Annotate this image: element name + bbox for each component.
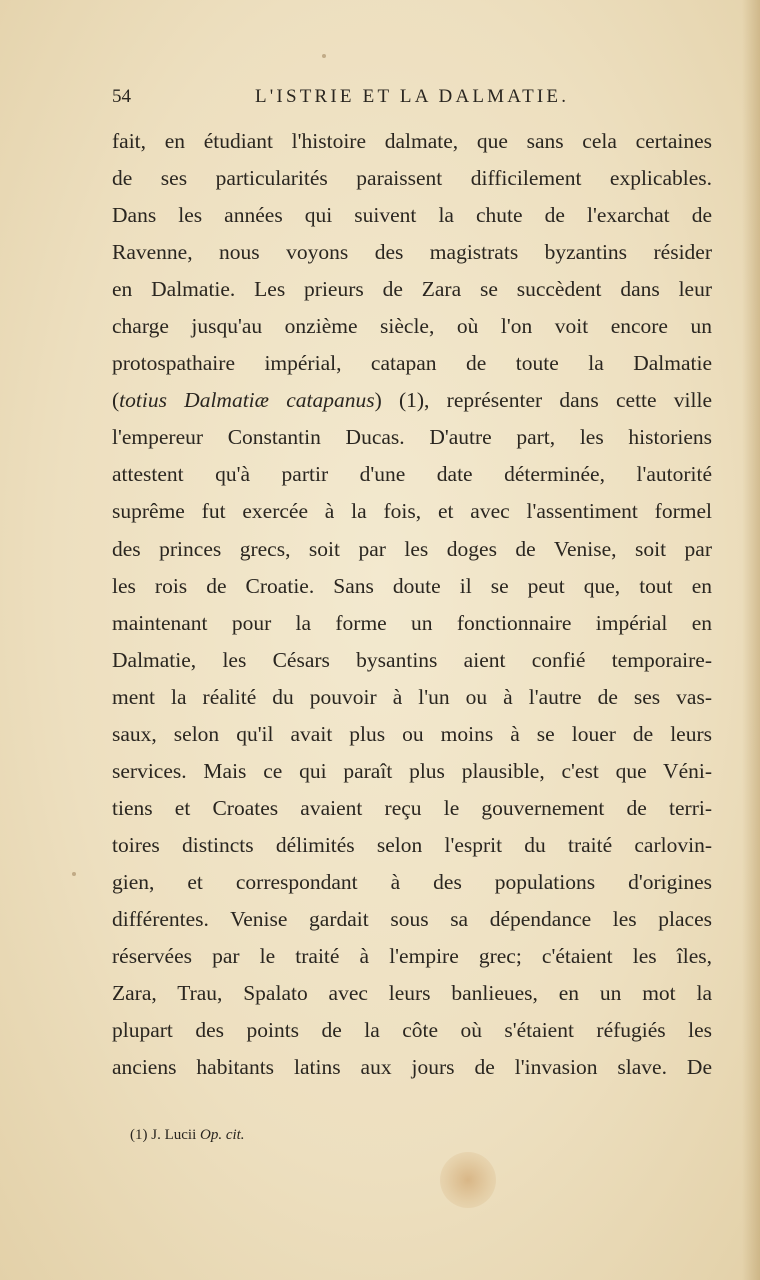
footnote — [130, 1124, 245, 1146]
text-line-with-italic — [112, 382, 712, 419]
text-line: protospathaire impérial, catapan de toute la Dalmatie — [112, 351, 712, 376]
text-line: plupart des points de la côte où s'étaient réfugiés les — [112, 1018, 712, 1043]
text-line: tiens et Croates avaient reçu le gouvernement de terri- — [112, 795, 712, 820]
paper-speck — [322, 54, 326, 58]
text-line: de ses particularités paraissent difficilement explicables. — [112, 166, 712, 191]
text-line: Ravenne, nous voyons des magistrats byzantins résider — [112, 240, 712, 265]
text-line: services. Mais ce qui paraît plus plausible, c'est que Véni- — [112, 758, 712, 783]
footnote-reference: Op. cit. — [199, 1127, 245, 1143]
text-line: toires distincts délimités selon l'esprit du traité carlovin- — [112, 832, 712, 857]
running-title: L'ISTRIE ET LA DALMATIE. — [255, 86, 570, 107]
page-number: 54 — [112, 86, 131, 107]
text-line: Zara, Trau, Spalato avec leurs banlieues, en un mot la — [112, 981, 712, 1006]
italic-open-paren: ( — [112, 388, 120, 413]
text-line: anciens habitants latins aux jours de l'invasion slave. De — [112, 1055, 712, 1080]
text-line: l'empereur Constantin Ducas. D'autre part, les historiens — [112, 425, 712, 450]
text-line: réservées par le traité à l'empire grec; c'étaient les îles, — [112, 944, 712, 969]
text-line: des princes grecs, soit par les doges de Venise, soit par — [112, 536, 712, 561]
text-line: gien, et correspondant à des populations d'origines — [112, 869, 712, 894]
page-edge-shadow — [742, 0, 760, 1280]
text-line: les rois de Croatie. Sans doute il se peut que, tout en — [112, 573, 712, 598]
text-line: en Dalmatie. Les prieurs de Zara se succèdent dans leur — [112, 277, 712, 302]
text-line: maintenant pour la forme un fonctionnaire impérial en — [112, 610, 712, 635]
italic-line-rest: ) (1), représenter dans cette ville — [374, 388, 712, 413]
italic-latin-phrase: totius Dalmatiæ catapanus — [119, 388, 375, 413]
text-line: différentes. Venise gardait sous sa dépendance les places — [112, 906, 712, 931]
page-header — [112, 84, 712, 114]
text-line: ment la réalité du pouvoir à l'un ou à l'autre de ses vas- — [112, 684, 712, 709]
text-line: Dans les années qui suivent la chute de l'exarchat de — [112, 203, 712, 228]
footnote-marker: (1) J. — [130, 1127, 161, 1143]
text-line: suprême fut exercée à la fois, et avec l'assentiment formel — [112, 499, 712, 524]
text-line: Dalmatie, les Césars bysantins aient confié temporaire- — [112, 647, 712, 672]
paper-speck — [72, 872, 76, 876]
text-line: fait, en étudiant l'histoire dalmate, que sans cela certaines — [112, 129, 712, 153]
text-line: charge jusqu'au onzième siècle, où l'on voit encore un — [112, 314, 712, 339]
text-line: saux, selon qu'il avait plus ou moins à se louer de leurs — [112, 721, 712, 746]
paper-stain — [440, 1152, 496, 1208]
footnote-author: Lucii — [164, 1127, 197, 1143]
body-text — [112, 123, 712, 1086]
text-line: attestent qu'à partir d'une date déterminée, l'autorité — [112, 462, 712, 487]
